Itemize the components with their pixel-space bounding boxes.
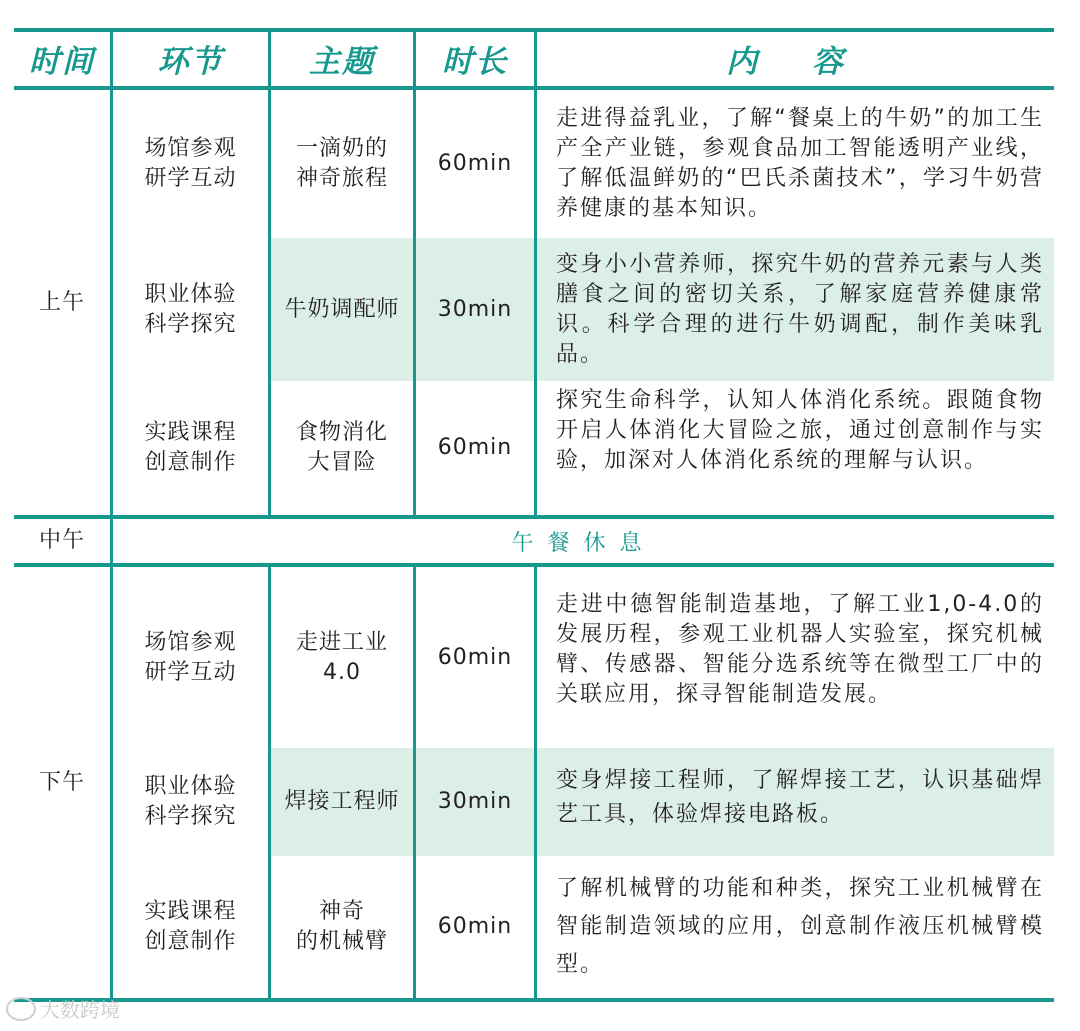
afternoon-1-content: 走进中德智能制造基地，了解工业1,0-4.0的发展历程，参观工业机器人实验室，探究机械臂、传感器、智能分选系统等在微型工厂中的关联应用，探寻智能制造发展。: [556, 592, 1044, 707]
morning-3-theme: 食物消化 大冒险: [295, 420, 388, 475]
schedule-table: [14, 28, 1054, 1004]
header-time: 时间: [29, 43, 95, 80]
header-duration: 时长: [442, 43, 508, 80]
afternoon-3-duration: 60min: [437, 914, 513, 939]
afternoon-3-content: 了解机械臂的功能和种类，探究工业机械臂在智能制造领域的应用，创意制作液压机械臂模型。: [556, 876, 1044, 977]
afternoon-1-section: 场馆参观 研学互动: [144, 629, 237, 685]
period-noon: 中午: [38, 528, 85, 553]
watermark: [6, 994, 120, 1023]
morning-3-duration: 60min: [437, 435, 513, 460]
period-morning: 上午: [38, 289, 85, 315]
morning-3-content: 探究生命科学，认知人体消化系统。跟随食物开启人体消化大冒险之旅，通过创意制作与实验，加深对人体消化系统的理解与认识。: [556, 388, 1044, 473]
afternoon-2-section: 职业体验 科学探究: [144, 774, 237, 829]
afternoon-2-content: 变身焊接工程师，了解焊接工艺，认识基础焊艺工具，体验焊接电路板。: [556, 768, 1044, 827]
afternoon-2-theme: 焊接工程师: [284, 789, 400, 814]
morning-2-theme: 牛奶调配师: [284, 296, 400, 322]
afternoon-1-duration: 60min: [437, 644, 513, 670]
morning-3-section: 实践课程 创意制作: [144, 420, 237, 475]
morning-1-duration: 60min: [437, 151, 513, 176]
afternoon-1-theme: 走进工业 4.0: [295, 629, 388, 685]
period-afternoon: 下午: [38, 769, 85, 795]
header-theme: 主题: [309, 43, 375, 80]
lunch-break: 午餐休息: [511, 530, 656, 556]
header-section: 环节: [157, 43, 224, 80]
afternoon-2-duration: 30min: [437, 789, 513, 814]
header-content: 内 容: [726, 43, 865, 80]
col-divider-4-pm: [534, 566, 537, 1000]
morning-1-content: 走进得益乳业，了解“餐桌上的牛奶”的加工生产全产业链，参观食品加工智能透明产业线，了解低温鲜奶的“巴氏杀菌技术”，学习牛奶营养健康的基本知识。: [556, 106, 1044, 221]
morning-2-section: 职业体验 科学探究: [144, 281, 237, 337]
watermark-text: 大数跨境: [40, 998, 120, 1022]
afternoon-3-theme: 神奇 的机械臂: [295, 899, 388, 954]
afternoon-3-section: 实践课程 创意制作: [144, 899, 237, 954]
morning-1-theme: 一滴奶的 神奇旅程: [295, 136, 388, 191]
watermark-logo-icon: [6, 997, 36, 1021]
morning-2-duration: 30min: [437, 296, 513, 322]
morning-1-section: 场馆参观 研学互动: [144, 136, 237, 191]
morning-2-content: 变身小小营养师，探究牛奶的营养元素与人类膳食之间的密切关系，了解家庭营养健康常识。科学合理的进行牛奶调配，制作美味乳品。: [556, 252, 1044, 367]
col-divider-4-head: [534, 28, 537, 518]
